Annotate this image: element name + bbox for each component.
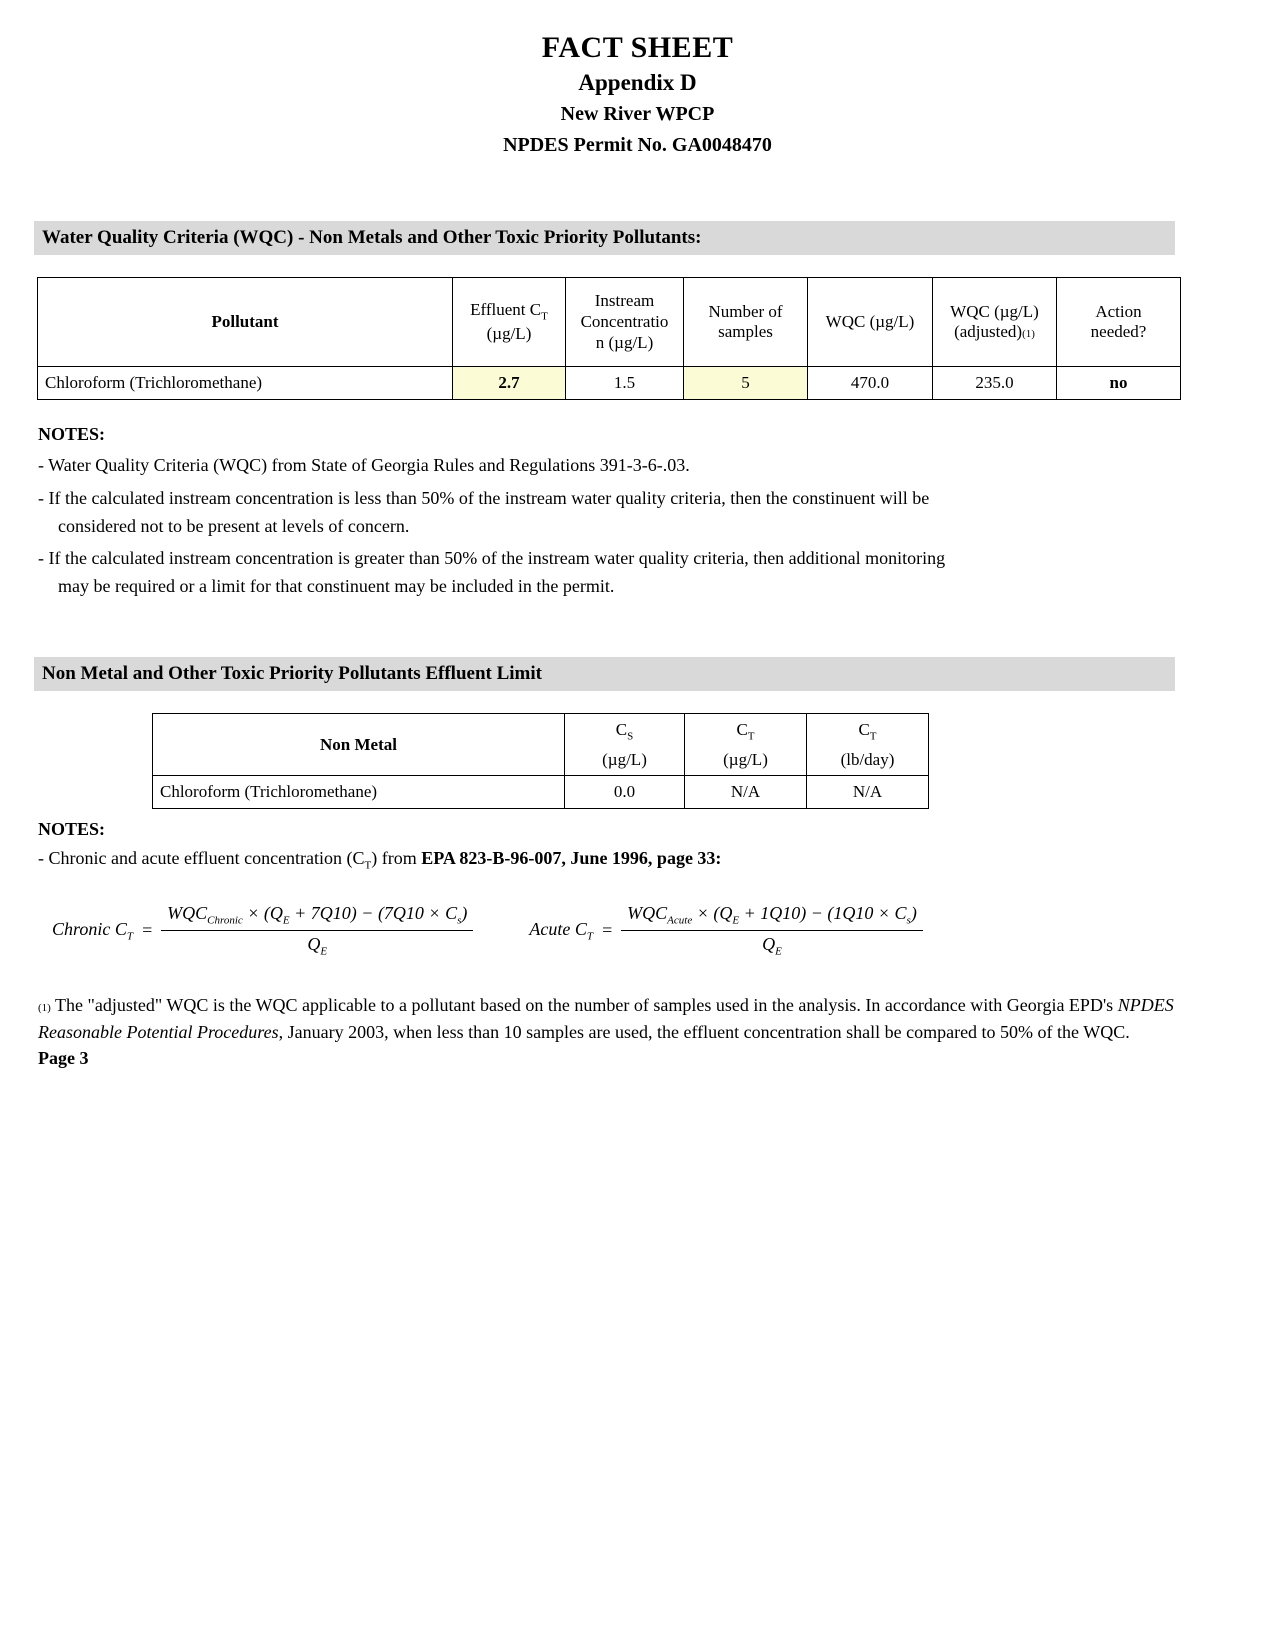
note-epa-prefix: - Chronic and acute effluent concentration (C [38,847,365,868]
notes-title-2: NOTES: [38,818,106,839]
fa-qe-sub: E [732,914,740,927]
note-epa-citation: EPA 823-B-96-007, June 1996, page 33: [421,847,722,868]
fa-plus: + 1Q10) − (1Q10 × [739,903,895,924]
col-wqc: WQC (µg/L) [808,278,933,367]
effluent-limit-table [152,713,929,809]
section-header-wqc: Water Quality Criteria (WQC) - Non Metals and Other Toxic Priority Pollutants: [34,221,1175,255]
col-pollutant: Pollutant [38,278,453,367]
fc-close: ) [461,903,468,924]
document-title-block [0,0,1275,159]
fa-times: × ( [692,903,720,924]
col-instream-line3: n (µg/L) [595,332,654,352]
cell-ct-ugl: N/A [685,775,807,808]
fa-wqc: WQC [627,903,668,924]
fc-den-q: Q [307,933,321,954]
col-ct-ugl [685,713,807,775]
col-ct-symbol: C [736,719,748,739]
fa-cs-sub: s [906,914,911,927]
note-item-3: - If the calculated instream concentration is greater than 50% of the instream water quality criteria, then additional monitoring [38,548,946,569]
cell-wqc: 470.0 [808,367,933,400]
note-item-1: - Water Quality Criteria (WQC) from State of Georgia Rules and Regulations 391-3-6-.03. [38,455,690,476]
note-epa-subscript: T [364,859,372,872]
footnote-italic-title: NPDES Reasonable Potential Procedures [38,994,1174,1042]
col-wqc-adjusted-footnote-marker: (1) [1022,328,1035,341]
col-cs [565,713,685,775]
footnote-marker: (1) [38,1001,51,1014]
cell-non-metal-name: Chloroform (Trichloromethane) [153,775,565,808]
col-ct-unit: (µg/L) [723,749,768,769]
cell-pollutant-name: Chloroform (Trichloromethane) [38,367,453,400]
appendix-subtitle: Appendix D [578,70,697,96]
col-samples-line1: Number of [708,301,783,321]
col-ct2-unit: (lb/day) [840,749,895,769]
col-ct-subscript: T [747,730,755,743]
formula-chronic-numerator [161,903,473,931]
fc-cs-sub: s [457,914,462,927]
col-effluent-ct-subscript: T [541,310,548,323]
col-cs-symbol: C [615,719,628,739]
formula-chronic-label-sub: T [126,930,133,943]
fc-qe-sub: E [282,914,290,927]
formula-acute-fraction [621,903,923,957]
formula-acute-label-sub: T [586,930,593,943]
spacer [0,599,1275,657]
col-wqc-adjusted [933,278,1057,367]
col-samples-line2: samples [718,322,773,342]
formula-chronic-ct [52,903,473,957]
fc-wqc: WQC [167,903,208,924]
table-header-row [153,713,929,775]
formula-acute-label-text: Acute C [529,918,587,939]
formula-chronic-equals: = [140,919,154,940]
col-wqc-adjusted-line2: (adjusted) [954,322,1023,342]
formula-acute-equals: = [601,919,614,940]
cell-action-needed: no [1057,367,1181,400]
cell-number-of-samples: 5 [684,367,808,400]
fa-qe: Q [719,903,733,924]
facility-subtitle: New River WPCP [560,103,715,126]
col-effluent-ct-unit: (µg/L) [486,323,532,343]
formula-acute-denominator [621,931,923,958]
col-action-line1: Action [1095,301,1142,321]
note-epa-reference [38,846,1275,873]
cell-ct-lbday: N/A [807,775,929,808]
cell-wqc-adjusted: 235.0 [933,367,1057,400]
col-ct-lbday [807,713,929,775]
col-cs-unit: (µg/L) [602,749,647,769]
fa-close: ) [910,903,917,924]
col-action-needed [1057,278,1181,367]
section-header-effluent-limit: Non Metal and Other Toxic Priority Pollutants Effluent Limit [34,657,1175,691]
formula-row [52,903,1275,957]
col-number-of-samples [684,278,808,367]
table-header-row [38,278,1181,367]
fc-times: × ( [242,903,270,924]
table-row [153,775,929,808]
permit-number-subtitle: NPDES Permit No. GA0048470 [503,134,772,157]
note-epa-middle: ) from [371,847,422,868]
footnote-part2: , January 2003, when less than 10 samples are used, the effluent concentration shall be compared to 50% of the WQC. [278,1021,1130,1042]
note-item-3-cont: may be required or a limit for that constinuent may be included in the permit. [58,576,615,597]
footnote-adjusted-wqc [38,992,1237,1046]
fc-qe: Q [269,903,283,924]
note-item-2: - If the calculated instream concentration is less than 50% of the instream water quality criteria, then the constinuent will be [38,487,930,508]
page-number: Page 3 [38,1047,89,1068]
col-action-line2: needed? [1090,322,1147,342]
col-cs-subscript: S [627,730,634,743]
fa-den-q-sub: E [775,945,782,958]
fa-wqc-sub: Acute [667,914,693,927]
formula-acute-label [529,919,593,943]
col-ct2-symbol: C [858,719,870,739]
formula-chronic-fraction [161,903,473,957]
fc-den-q-sub: E [320,945,328,958]
cell-effluent-ct: 2.7 [453,367,566,400]
formula-chronic-denominator [161,931,473,958]
formula-acute-numerator [621,903,923,931]
cell-cs: 0.0 [565,775,685,808]
footnote-part1: The "adjusted" WQC is the WQC applicable to a pollutant based on the number of samples used in the analysis. In accordance with Georgia EPD's [50,994,1118,1015]
cell-instream-concentration: 1.5 [566,367,684,400]
page-title: FACT SHEET [541,31,734,64]
col-non-metal: Non Metal [153,713,565,775]
col-effluent-ct [453,278,566,367]
wqc-table [37,277,1181,400]
col-wqc-adjusted-line1: WQC (µg/L) [950,301,1039,321]
fc-plus: + 7Q10) − (7Q10 × [289,903,446,924]
notes-title-1: NOTES: [38,424,106,445]
table-row [38,367,1181,400]
fc-cs: C [445,903,458,924]
fa-cs: C [894,903,907,924]
formula-acute-ct [529,903,922,957]
col-instream-line2: Concentratio [580,311,669,331]
col-instream-concentration [566,278,684,367]
formula-chronic-label [52,919,133,943]
col-effluent-ct-text: Effluent C [470,300,542,320]
formula-chronic-label-text: Chronic C [52,918,127,939]
col-ct2-subscript: T [869,730,877,743]
fc-wqc-sub: Chronic [207,914,243,927]
note-item-2-cont: considered not to be present at levels of concern. [58,515,410,536]
fa-den-q: Q [762,933,776,954]
col-instream-line1: Instream [594,291,655,311]
